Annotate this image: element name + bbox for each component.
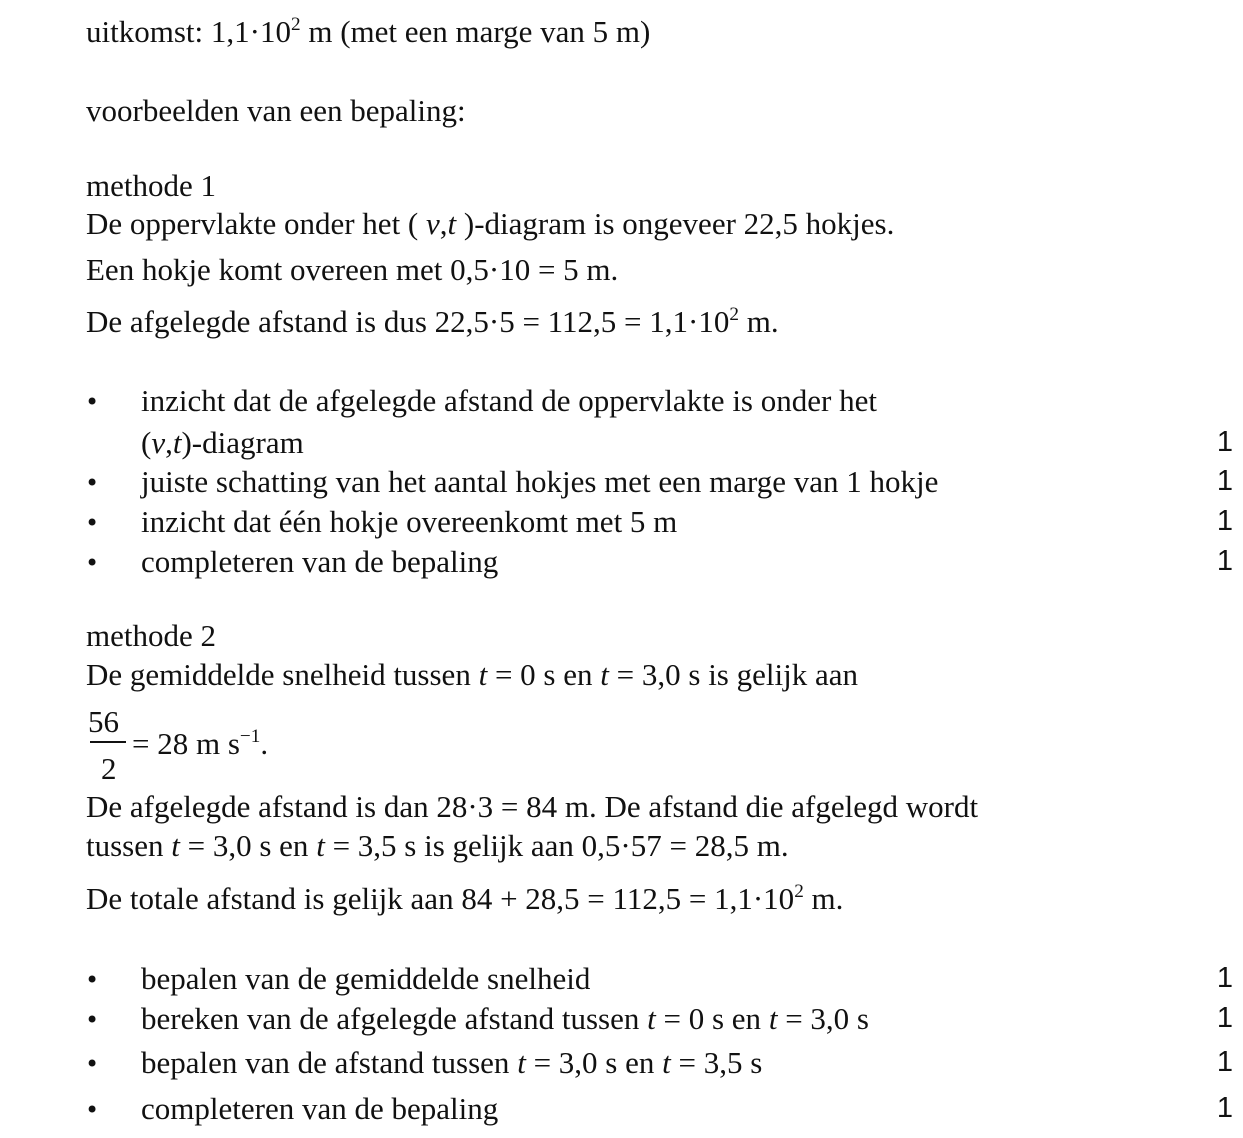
m2-c3-t1: t [517, 1045, 526, 1080]
m2-l1-b: = 0 s en [487, 657, 601, 692]
m1-l3-b: m. [738, 304, 779, 339]
uitkomst-rest: m (met een marge van 5 m) [300, 14, 651, 49]
m2-c3-t2: t [662, 1045, 671, 1080]
m2-l3-c: = 3,5 s is gelijk aan 0,5·57 = 28,5 m. [324, 828, 789, 863]
uitkomst-label: uitkomst: [86, 14, 204, 49]
bullet-icon: • [85, 1050, 100, 1078]
m2-l1-t2: t [600, 657, 609, 692]
m1-l3-a: De afgelegde afstand is dus 22,5·5 = 112,5 = 1,1·10 [86, 304, 730, 339]
bullet-icon: • [85, 1096, 100, 1124]
m2-l3-b: = 3,0 s en [179, 828, 317, 863]
m1-score-2: 1 [1216, 465, 1233, 497]
m2-c2-t1: t [647, 1001, 656, 1036]
methode2-line2: De afgelegde afstand is dan 28·3 = 84 m. De afstand die afgelegd wordt [86, 789, 979, 824]
m1-criterion-1: inzicht dat de afgelegde afstand de oppervlakte is onder het [141, 383, 877, 418]
frac-result [132, 728, 268, 759]
m2-c3-a: bepalen van de afstand tussen [141, 1045, 518, 1080]
methode1-line2: Een hokje komt overeen met 0,5·10 = 5 m. [86, 252, 619, 287]
m1-score-1: 1 [1216, 426, 1233, 458]
m1-l1-comma: , [439, 206, 448, 241]
m2-l3-t2: t [316, 828, 325, 863]
frac-result-b: . [260, 726, 269, 761]
bullet-icon: • [85, 1006, 100, 1034]
methode1-line1 [86, 208, 894, 239]
m2-c3-b: = 3,0 s en [525, 1045, 663, 1080]
m1-c1-v: v [151, 425, 166, 460]
m2-l4-exp: 2 [794, 881, 804, 903]
m2-l4-a: De totale afstand is gelijk aan 84 + 28,5 = 112,5 = 1,1·10 [86, 881, 795, 916]
m2-c2-a: bereken van de afgelegde afstand tussen [141, 1001, 648, 1036]
m1-c1-b: -diagram [191, 425, 304, 460]
m2-c2-b: = 0 s en [655, 1001, 769, 1036]
methode1-line3 [86, 306, 779, 337]
m2-criterion-1: bepalen van de gemiddelde snelheid [141, 961, 591, 996]
m2-l3-t1: t [171, 828, 180, 863]
m1-criterion-3: inzicht dat één hokje overeenkomt met 5 m [141, 504, 678, 539]
m1-l1-a: De oppervlakte onder het ( [86, 206, 419, 241]
m2-score-3: 1 [1216, 1046, 1233, 1078]
m2-l1-t1: t [478, 657, 488, 692]
uitkomst-line [86, 16, 650, 47]
m1-c1-t: t [172, 425, 182, 460]
bullet-icon: • [85, 509, 100, 537]
m1-criterion-1-cont: (v,t)-diagram [141, 425, 304, 460]
intro-line: voorbeelden van een bepaling: [86, 93, 466, 128]
frac-result-a: = 28 m s [132, 726, 240, 761]
m2-c3-c: = 3,5 s [670, 1045, 763, 1080]
methode2-line4 [86, 883, 843, 914]
bullet-icon: • [85, 469, 100, 497]
m1-l1-v: v [426, 206, 440, 241]
m2-l1-a: De gemiddelde snelheid tussen [86, 657, 479, 692]
bullet-icon: • [85, 388, 100, 416]
methode2-title: methode 2 [86, 618, 216, 653]
methode2-line1 [86, 659, 858, 690]
m1-criterion-2: juiste schatting van het aantal hokjes met een marge van 1 hokje [141, 464, 939, 499]
m2-l3-a: tussen [86, 828, 172, 863]
m1-criterion-4: completeren van de bepaling [141, 544, 499, 579]
m1-score-3: 1 [1216, 505, 1233, 537]
frac-denominator: 2 [101, 751, 117, 786]
uitkomst-value: 1,1·10 [210, 14, 291, 49]
uitkomst-exponent: 2 [290, 14, 301, 36]
m1-l1-t: t [447, 206, 457, 241]
m1-score-4: 1 [1216, 545, 1233, 577]
m2-criterion-4: completeren van de bepaling [141, 1091, 499, 1126]
m2-c2-t2: t [768, 1001, 778, 1036]
bullet-icon: • [85, 966, 100, 994]
m2-l1-c: = 3,0 s is gelijk aan [608, 657, 858, 692]
methode1-title: methode 1 [86, 168, 216, 203]
m2-score-1: 1 [1216, 962, 1233, 994]
m2-c2-c: = 3,0 s [777, 1001, 869, 1036]
m2-criterion-2 [141, 1003, 869, 1034]
frac-result-exp: −1 [239, 726, 261, 748]
m2-criterion-3 [141, 1047, 762, 1078]
m2-score-2: 1 [1216, 1002, 1233, 1034]
m1-l1-b: )-diagram is ongeveer 22,5 hokjes. [463, 206, 895, 241]
methode2-line3 [86, 830, 789, 861]
frac-bar [90, 741, 126, 743]
bullet-icon: • [85, 549, 100, 577]
m1-l3-exp: 2 [729, 304, 739, 326]
m2-score-4: 1 [1216, 1092, 1233, 1124]
m2-l4-b: m. [803, 881, 844, 916]
frac-numerator: 56 [88, 704, 119, 739]
